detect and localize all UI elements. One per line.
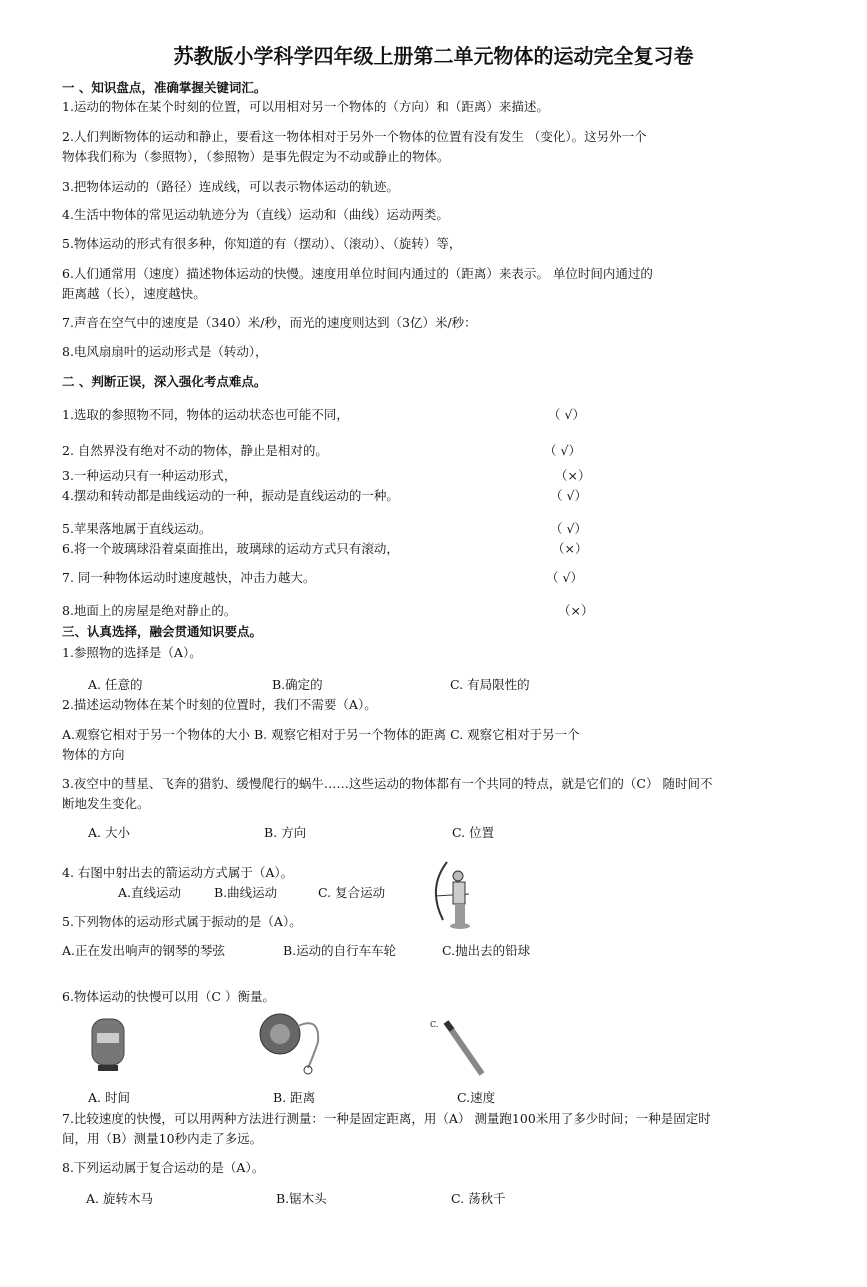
judge-item: 2. 自然界没有绝对不动的物体，静止是相对的。 [62, 443, 328, 458]
judge-item: 3.一种运动只有一种运动形式， [62, 468, 237, 483]
archer-image [425, 858, 470, 930]
ruler-image [440, 1018, 490, 1080]
q4-option-b: B.曲线运动 [214, 885, 278, 900]
judge-mark: （×） [555, 468, 591, 483]
s1-item: 距离越（长），速度越快。 [62, 286, 206, 301]
q3-text-cont: 断地发生变化。 [62, 796, 150, 811]
s1-item: 1.运动的物体在某个时刻的位置，可以用相对另一个物体的（方向）和（距离）来描述。 [62, 99, 549, 114]
q4-option-a: A.直线运动 [118, 885, 182, 900]
s1-item: 8.电风扇扇叶的运动形式是（转动）， [62, 344, 268, 359]
s1-item: 物体我们称为（参照物），（参照物）是事先假定为不动或静止的物体。 [62, 149, 450, 164]
q1-option-b: B.确定的 [272, 677, 323, 692]
q8-option-a: A. 旋转木马 [86, 1191, 153, 1206]
q7-text-cont: 间，用（B）测量10秒内走了多远。 [62, 1131, 263, 1146]
q8-text: 8.下列运动属于复合运动的是（A）。 [62, 1160, 265, 1175]
judge-item: 1.选取的参照物不同，物体的运动状态也可能不同， [62, 407, 349, 422]
q2-options-cont: 物体的方向 [62, 747, 125, 762]
q8-option-c: C. 荡秋千 [451, 1191, 506, 1206]
section-2-heading: 二 、判断正误，深入强化考点难点。 [62, 374, 267, 389]
s1-item: 2.人们判断物体的运动和静止，要看这一物体相对于另外一个物体的位置有没有发生 （变化）。这另外一个 [62, 129, 647, 144]
q6-text: 6.物体运动的快慢可以用（C ）衡量。 [62, 989, 275, 1004]
q7-text: 7.比较速度的快慢，可以用两种方法进行测量：一种是固定距离，用（A） 测量跑100米用了多少时间；一种是固定时 [62, 1111, 711, 1126]
s1-item: 7.声音在空气中的速度是（340）米/秒，而光的速度则达到（3亿）米/秒： [62, 315, 477, 330]
q1-option-c: C. 有局限性的 [450, 677, 530, 692]
tape-measure-image [258, 1012, 328, 1078]
section-1-heading: 一 、知识盘点，准确掌握关键词汇。 [62, 80, 267, 95]
judge-item: 4.摆动和转动都是曲线运动的一种，振动是直线运动的一种。 [62, 488, 399, 503]
q1-option-a: A. 任意的 [88, 677, 143, 692]
judge-mark: （ √） [544, 443, 581, 458]
q5-option-b: B.运动的自行车车轮 [283, 943, 397, 958]
judge-mark: （×） [558, 603, 594, 618]
q5-option-a: A.正在发出响声的钢琴的琴弦 [62, 943, 226, 958]
q2-options: A.观察它相对于另一个物体的大小 B. 观察它相对于另一个物体的距离 C. 观察它相对于另一个 [62, 727, 580, 742]
judge-item: 8.地面上的房屋是绝对静止的。 [62, 603, 237, 618]
q6-option-c: C.速度 [457, 1090, 496, 1105]
q8-option-b: B.锯木头 [276, 1191, 327, 1206]
stopwatch-image [88, 1015, 128, 1075]
judge-mark: （ √） [546, 570, 583, 585]
q4-option-c: C. 复合运动 [318, 885, 386, 900]
s1-item: 6.人们通常用（速度）描述物体运动的快慢。速度用单位时间内通过的（距离）来表示。 单位时间内通过的 [62, 266, 653, 281]
q4-text: 4. 右图中射出去的箭运动方式属于（A）。 [62, 865, 294, 880]
q6-option-a: A. 时间 [88, 1090, 130, 1105]
s1-item: 4.生活中物体的常见运动轨迹分为（直线）运动和（曲线）运动两类。 [62, 207, 449, 222]
q3-option-c: C. 位置 [452, 825, 495, 840]
q6-image-c-label: C. [430, 1020, 439, 1029]
q2-text: 2.描述运动物体在某个时刻的位置时，我们不需要（A）。 [62, 697, 377, 712]
judge-mark: （ √） [550, 488, 587, 503]
q6-option-b: B. 距离 [273, 1090, 316, 1105]
judge-item: 7. 同一种物体运动时速度越快，冲击力越大。 [62, 570, 316, 585]
s1-item: 5.物体运动的形式有很多种，你知道的有（摆动）、（滚动）、（旋转）等， [62, 236, 462, 251]
page-title: 苏教版小学科学四年级上册第二单元物体的运动完全复习卷 [173, 44, 694, 68]
judge-item: 5.苹果落地属于直线运动。 [62, 521, 212, 536]
q3-text: 3.夜空中的彗星、飞奔的猎豹、缓慢爬行的蜗牛……这些运动的物体都有一个共同的特点，就是它们的（C） 随时间不 [62, 776, 713, 791]
q5-option-c: C.抛出去的铅球 [442, 943, 531, 958]
s1-item: 3.把物体运动的（路径）连成线，可以表示物体运动的轨迹。 [62, 179, 399, 194]
q3-option-a: A. 大小 [88, 825, 130, 840]
judge-mark: （ √） [550, 521, 587, 536]
judge-mark: （ √） [548, 407, 585, 422]
judge-item: 6.将一个玻璃球沿着桌面推出，玻璃球的运动方式只有滚动， [62, 541, 399, 556]
q1-text: 1.参照物的选择是（A）。 [62, 645, 202, 660]
q3-option-b: B. 方向 [264, 825, 307, 840]
section-3-heading: 三、认真选择，融会贯通知识要点。 [62, 624, 263, 639]
q5-text: 5.下列物体的运动形式属于振动的是（A）。 [62, 914, 302, 929]
judge-mark: （×） [552, 541, 588, 556]
